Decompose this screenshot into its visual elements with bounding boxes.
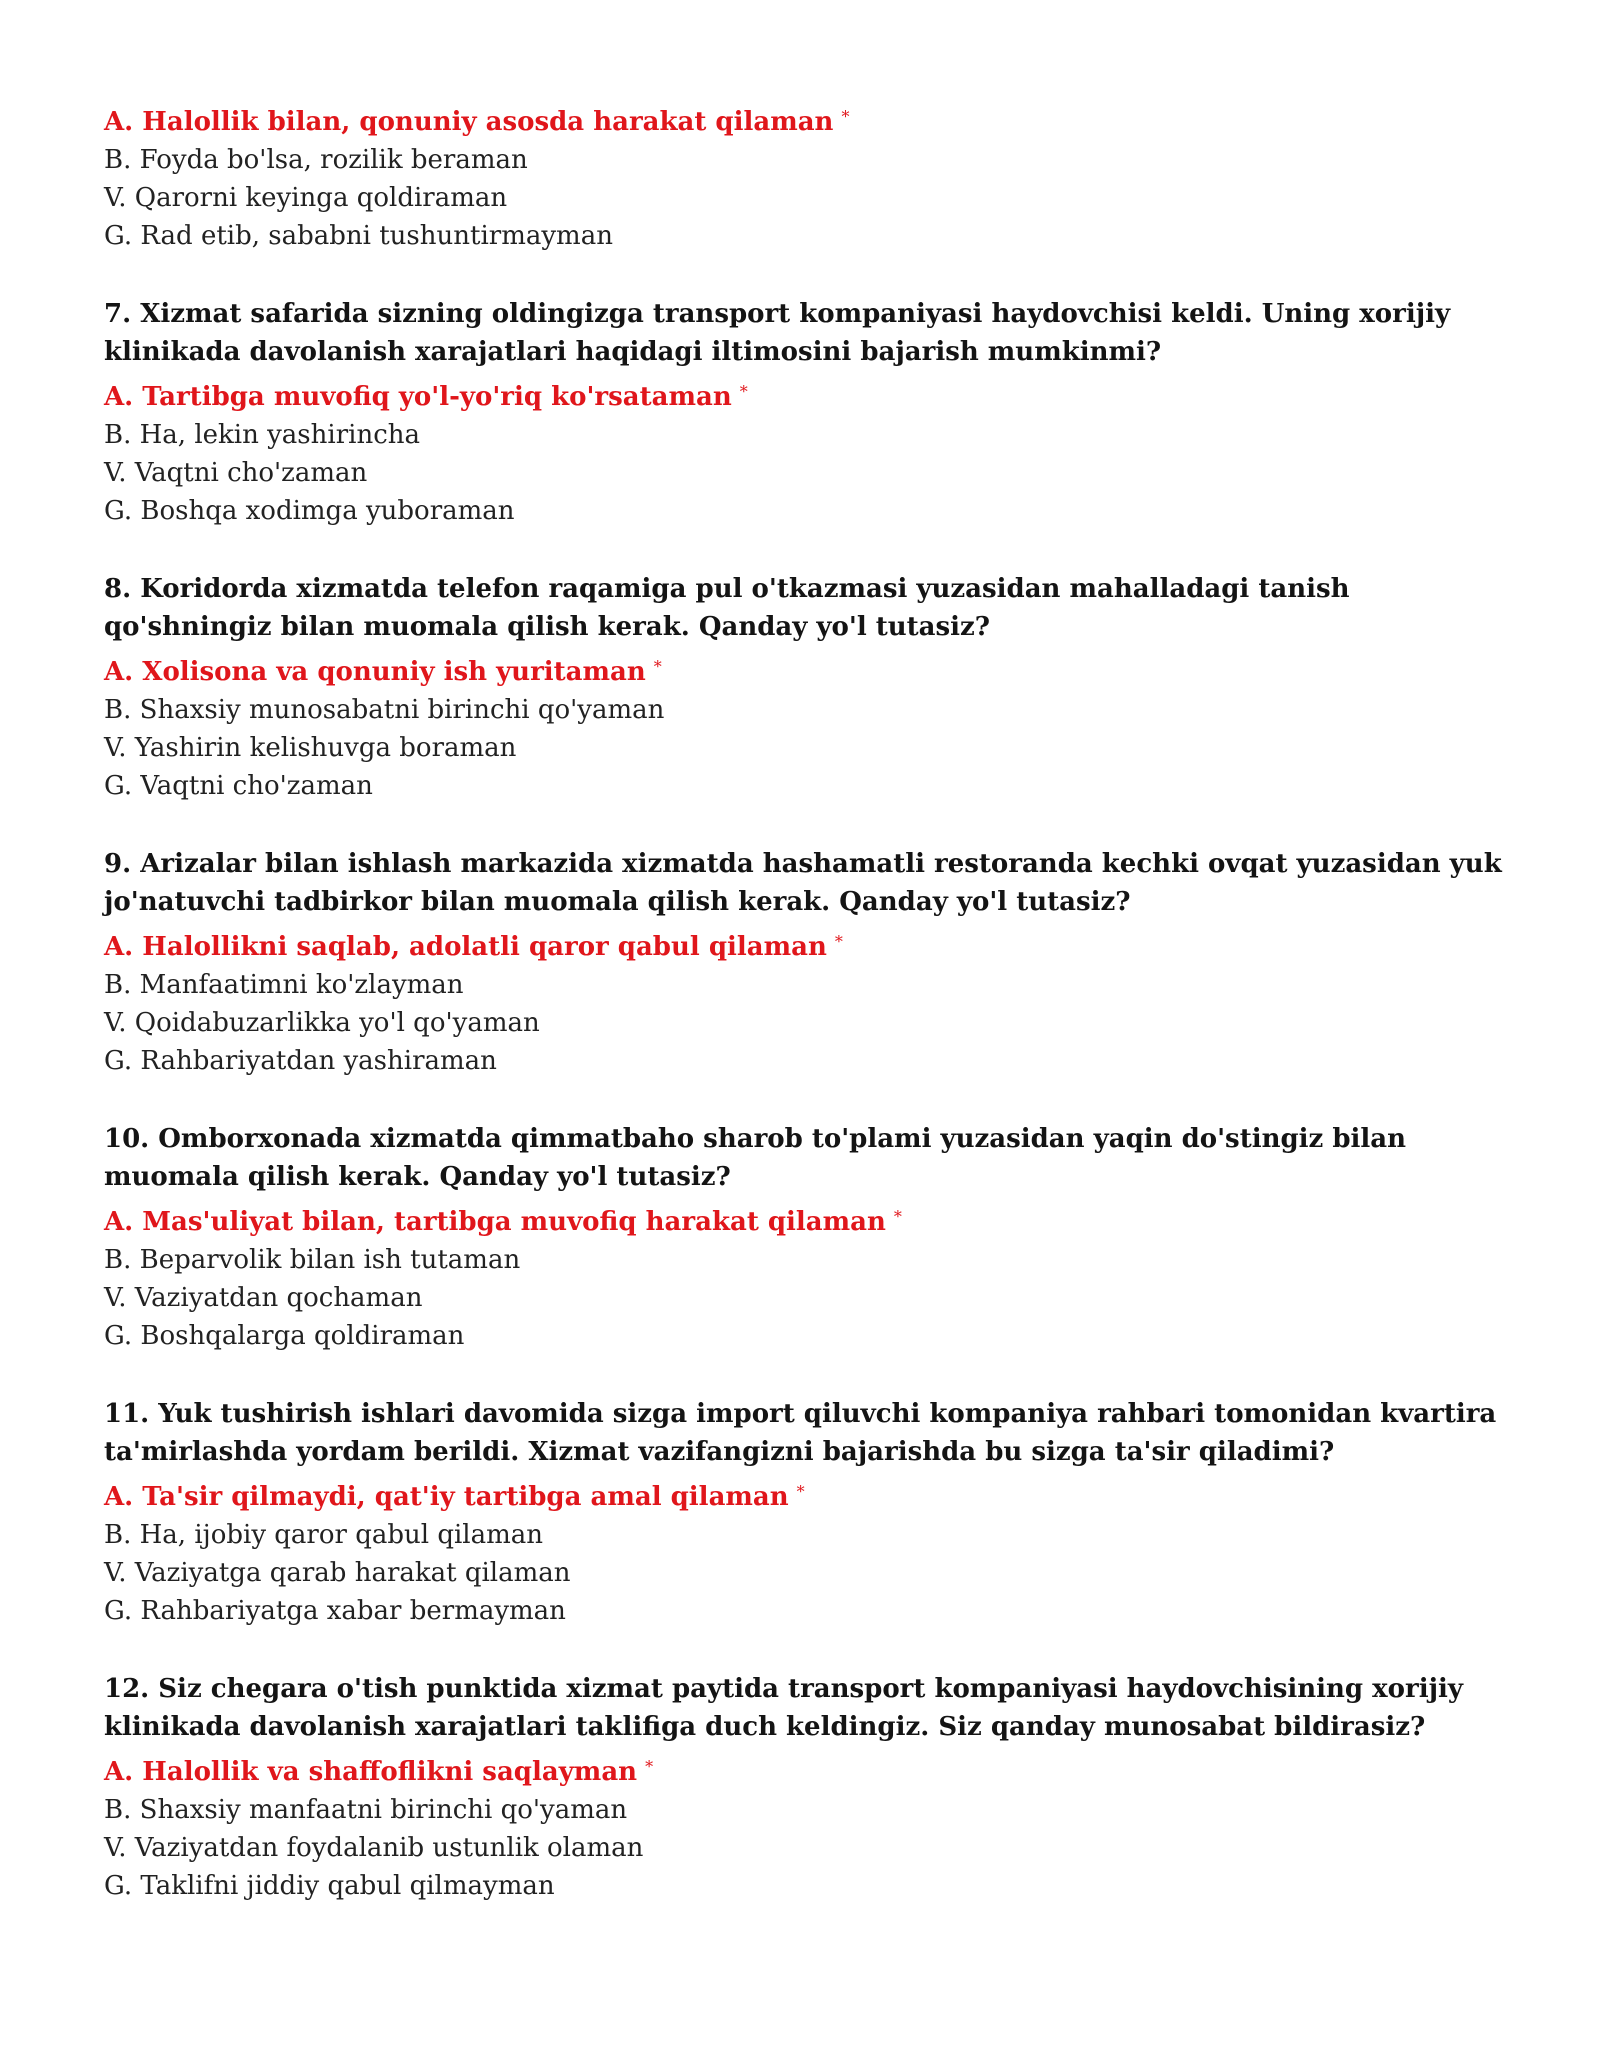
answer-option: B. Manfaatimni ko'zlayman [104,970,464,1000]
question-block [104,295,1504,530]
answer-option: B. Foyda bo'lsa, rozilik beraman [104,145,528,175]
answer-option: V. Vaziyatdan foydalanib ustunlik olaman [104,1833,644,1863]
question-text: 8. Koridorda xizmatda telefon raqamiga pul o'tkazmasi yuzasidan mahalladagi tanish qo'shningiz bilan muomala qilish kerak. Qanday yo'l tutasiz? [104,574,1350,642]
correct-answer: A. Tartibga muvofiq yo'l-yo'riq ko'rsataman * [104,382,748,412]
correct-marker: * [834,932,843,951]
answer-option: G. Boshqa xodimga yuboraman [104,496,515,526]
correct-answer: A. Halollikni saqlab, adolatli qaror qabul qilaman * [104,932,843,962]
correct-answer: A. Halollik bilan, qonuniy asosda harakat qilaman * [104,107,850,137]
answer-option: B. Ha, ijobiy qaror qabul qilaman [104,1520,543,1550]
answer-block-top [104,98,1504,255]
question-block [104,1670,1504,1905]
question-block [104,1395,1504,1630]
correct-marker: * [841,107,850,126]
answer-option: G. Vaqtni cho'zaman [104,771,373,801]
question-text: 7. Xizmat safarida sizning oldingizga transport kompaniyasi haydovchisi keldi. Uning xorijiy klinikada davolanish xarajatlari haqidagi iltimosini bajarish mumkinmi? [104,299,1451,367]
quiz-page [104,98,1504,1905]
question-text: 9. Arizalar bilan ishlash markazida xizmatda hashamatli restoranda kechki ovqat yuzasidan yuk jo'natuvchi tadbirkor bilan muomala qilish kerak. Qanday yo'l tutasiz? [104,849,1502,917]
correct-answer: A. Ta'sir qilmaydi, qat'iy tartibga amal qilaman * [104,1482,805,1512]
answer-option: G. Rahbariyatga xabar bermayman [104,1596,566,1626]
answer-option: G. Rad etib, sababni tushuntirmayman [104,221,613,251]
answer-option: V. Vaziyatga qarab harakat qilaman [104,1558,571,1588]
correct-answer: A. Mas'uliyat bilan, tartibga muvofiq harakat qilaman * [104,1207,902,1237]
correct-marker: * [796,1482,805,1501]
answer-option: V. Vaziyatdan qochaman [104,1283,423,1313]
correct-marker: * [653,657,662,676]
question-text: 10. Omborxonada xizmatda qimmatbaho sharob to'plami yuzasidan yaqin do'stingiz bilan muomala qilish kerak. Qanday yo'l tutasiz? [104,1124,1407,1192]
answer-option: G. Taklifni jiddiy qabul qilmayman [104,1871,555,1901]
answer-option: B. Ha, lekin yashirincha [104,420,421,450]
question-block [104,845,1504,1080]
correct-answer: A. Halollik va shaffoflikni saqlayman * [104,1757,654,1787]
answer-option: B. Beparvolik bilan ish tutaman [104,1245,521,1275]
answer-option: V. Yashirin kelishuvga boraman [104,733,517,763]
question-block [104,1120,1504,1355]
answer-option: V. Vaqtni cho'zaman [104,458,368,488]
answer-option: V. Qoidabuzarlikka yo'l qo'yaman [104,1008,540,1038]
question-block [104,570,1504,805]
correct-marker: * [645,1757,654,1776]
correct-marker: * [739,382,748,401]
question-text: 11. Yuk tushirish ishlari davomida sizga import qiluvchi kompaniya rahbari tomonidan kvartira ta'mirlashda yordam berildi. Xizmat vazifangizni bajarishda bu sizga ta'sir qiladimi? [104,1399,1497,1467]
answer-option: V. Qarorni keyinga qoldiraman [104,183,508,213]
question-text: 12. Siz chegara o'tish punktida xizmat paytida transport kompaniyasi haydovchisining xorijiy klinikada davolanish xarajatlari taklifiga duch keldingiz. Siz qanday munosabat bildirasiz? [104,1674,1463,1742]
correct-marker: * [893,1207,902,1226]
answer-option: B. Shaxsiy munosabatni birinchi qo'yaman [104,695,665,725]
answer-option: G. Boshqalarga qoldiraman [104,1321,465,1351]
correct-answer: A. Xolisona va qonuniy ish yuritaman * [104,657,662,687]
answer-option: G. Rahbariyatdan yashiraman [104,1046,497,1076]
answer-option: B. Shaxsiy manfaatni birinchi qo'yaman [104,1795,628,1825]
